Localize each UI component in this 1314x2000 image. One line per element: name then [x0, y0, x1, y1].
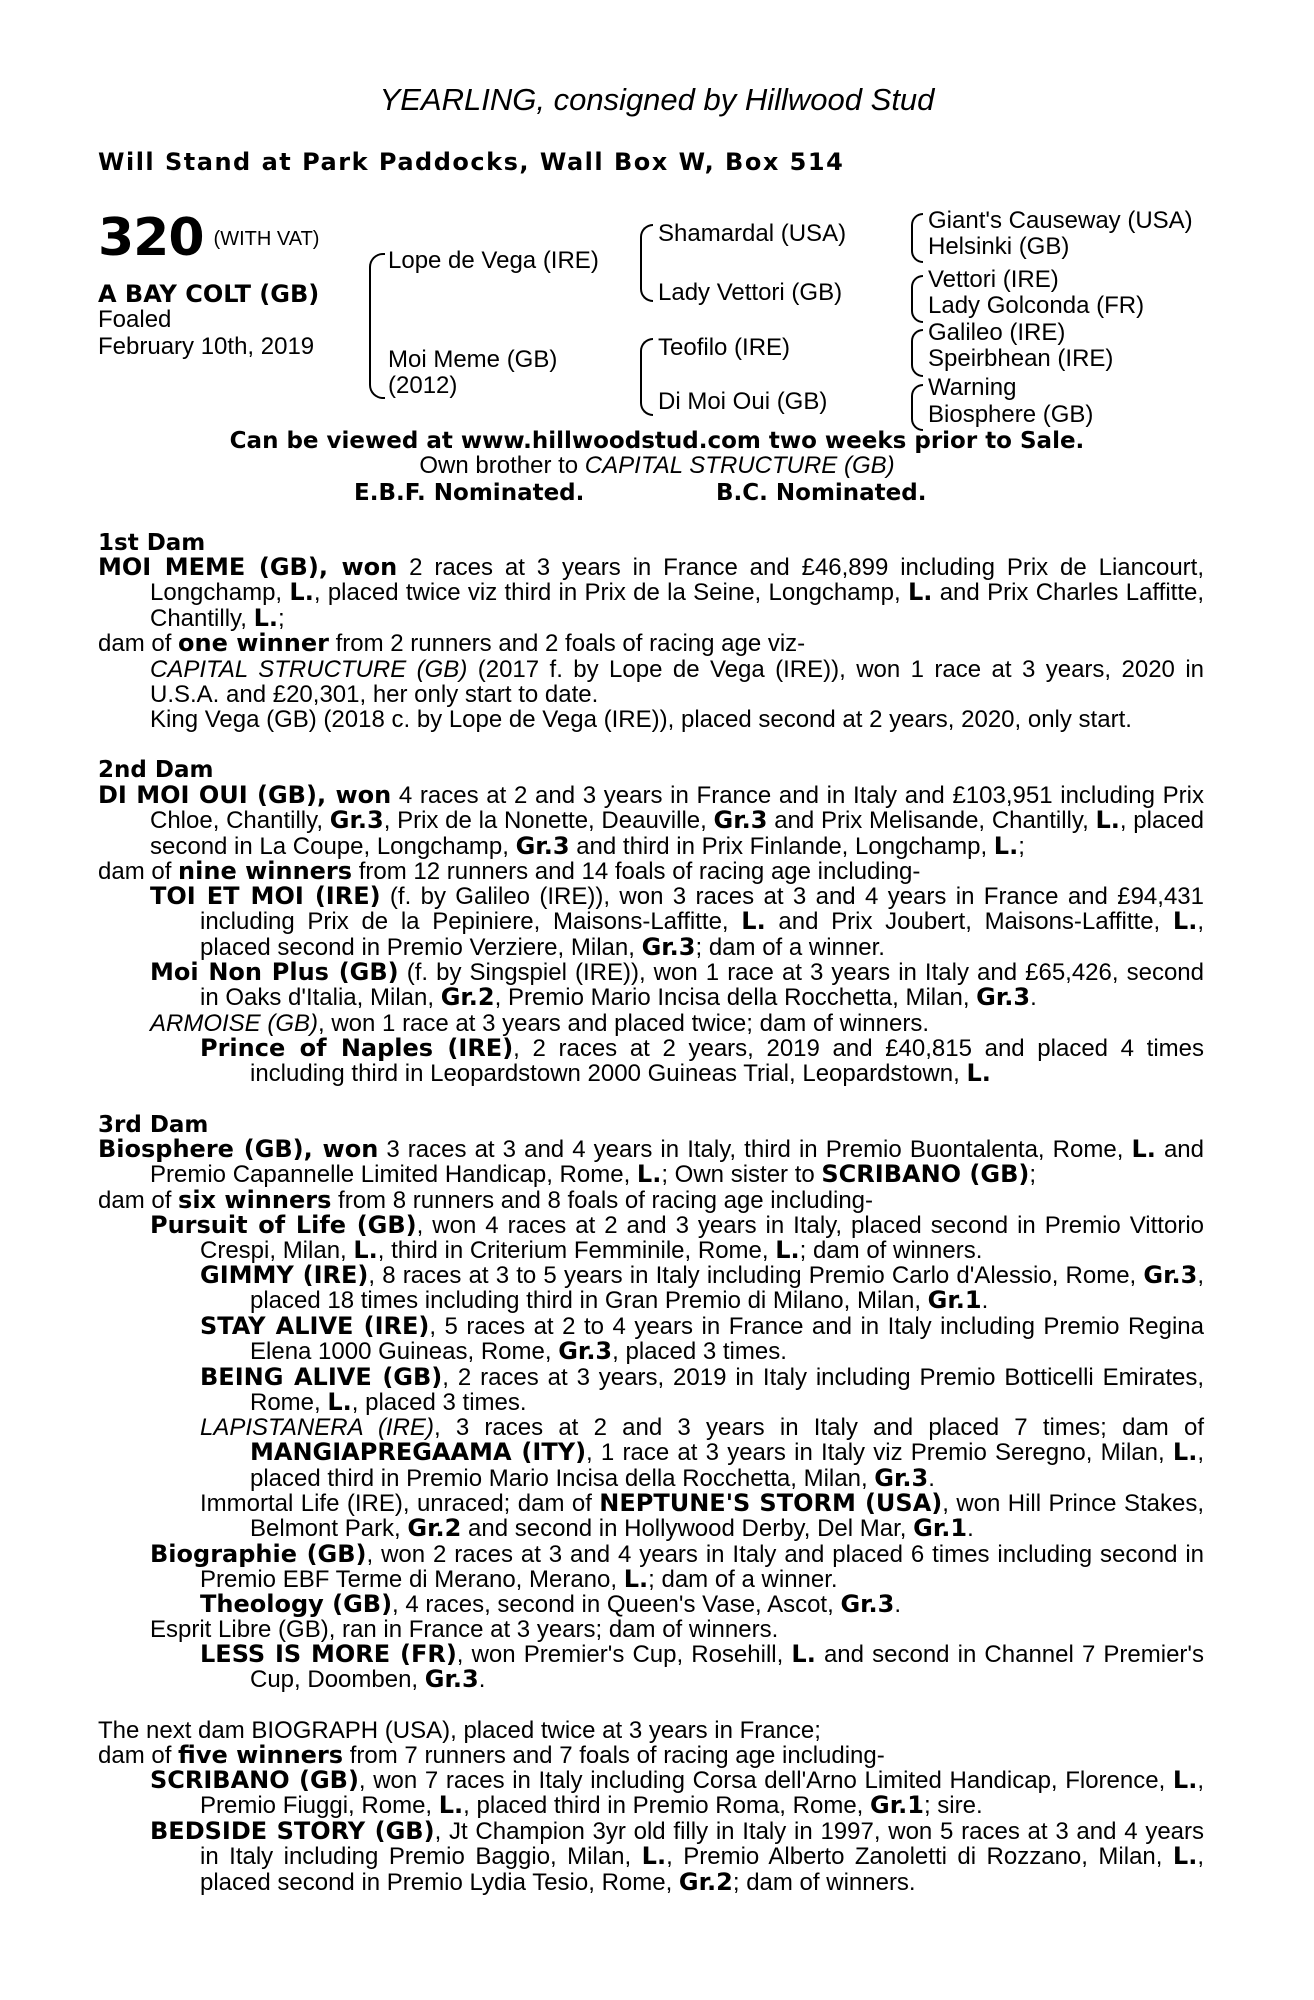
sire-sire-dam: Helsinki (GB)	[928, 233, 1070, 260]
third-dam-being-alive: BEING ALIVE (GB), 2 races at 3 years, 2019 in Italy including Premio Botticelli Emirates, Rome, L., placed 3 times.	[200, 1363, 1204, 1417]
dam: Moi Meme (GB)	[388, 346, 558, 373]
second-dam-produce-summary: dam of nine winners from 12 runners and 14 foals of racing age including-	[98, 857, 921, 885]
own-brother-name: CAPITAL STRUCTURE (GB)	[584, 452, 895, 479]
pedigree-bracket	[640, 224, 653, 302]
third-dam-theology: Theology (GB), 4 races, second in Queen's Vase, Ascot, Gr.3.	[200, 1590, 902, 1618]
pedigree-bracket	[640, 338, 653, 416]
ebf-nominated: E.B.F. Nominated.	[354, 480, 585, 506]
next-dam-produce-summary: dam of five winners from 7 runners and 7 foals of racing age including-	[98, 1741, 885, 1769]
second-dam-heading: 2nd Dam	[98, 757, 214, 783]
bc-nominated: B.C. Nominated.	[716, 480, 927, 506]
dam-year: (2012)	[388, 372, 458, 399]
second-dam-produce-toi-et-moi: TOI ET MOI (IRE) (f. by Galileo (IRE)), won 3 races at 3 and 4 years in France and £94,431 including Prix de la Pepiniere, Maisons-Laffitte, L. and Prix Joubert, Maisons-Laffitte, L., placed second in Premio Verziere, Milan, Gr.3; dam of a winner.	[150, 882, 1204, 961]
dam-sire: Teofilo (IRE)	[658, 334, 791, 361]
sire-dam-dam: Lady Golconda (FR)	[928, 292, 1145, 319]
pedigree-bracket	[911, 275, 923, 323]
second-dam-produce-moi-non-plus: Moi Non Plus (GB) (f. by Singspiel (IRE)), won 1 race at 3 years in Italy and £65,426, second in Oaks d'Italia, Milan, Gr.2, Premio Mario Incisa della Rocchetta, Milan, Gr.3.	[150, 958, 1204, 1012]
third-dam-record: Biosphere (GB), won 3 races at 3 and 4 years in Italy, third in Premio Buontalenta, Rome, L. and Premio Capannelle Limited Handicap, Rome, L.; Own sister to SCRIBANO (GB);	[98, 1135, 1205, 1189]
horse-name: A BAY COLT (GB)	[98, 280, 320, 308]
third-dam-heading: 3rd Dam	[98, 1112, 209, 1138]
sire: Lope de Vega (IRE)	[388, 247, 599, 274]
pedigree-bracket	[911, 384, 923, 431]
third-dam-produce-pursuit-of-life: Pursuit of Life (GB), won 4 races at 2 and 3 years in Italy, placed second in Premio Vittorio Crespi, Milan, L., third in Criterium Femminile, Rome, L.; dam of winners.	[150, 1211, 1204, 1265]
vat-label: (WITH VAT)	[213, 228, 320, 250]
dam-sire-sire: Galileo (IRE)	[928, 319, 1066, 346]
foaled-label: Foaled	[98, 306, 172, 333]
stable-location: Will Stand at Park Paddocks, Wall Box W, Box 514	[98, 148, 845, 176]
third-dam-immortal-life: Immortal Life (IRE), unraced; dam of NEPTUNE'S STORM (USA), won Hill Prince Stakes, Belmont Park, Gr.2 and second in Hollywood Derby, Del Mar, Gr.1.	[200, 1489, 1204, 1543]
viewing-note: Can be viewed at www.hillwoodstud.com two weeks prior to Sale.	[229, 428, 1085, 454]
dam-sire-dam: Speirbhean (IRE)	[928, 345, 1114, 372]
dam-dam-sire: Warning	[928, 374, 1017, 401]
pedigree-bracket	[911, 329, 923, 377]
first-dam-produce-summary: dam of one winner from 2 runners and 2 foals of racing age viz-	[98, 629, 806, 657]
third-dam-lapistanera: LAPISTANERA (IRE), 3 races at 2 and 3 years in Italy and placed 7 times; dam of MANGIAPREGAAMA (ITY), 1 race at 3 years in Italy viz Premio Seregno, Milan, L., placed third in Premio Mario Incisa della Rocchetta, Milan, Gr.3.	[200, 1414, 1204, 1492]
first-dam-heading: 1st Dam	[98, 530, 206, 556]
third-dam-produce-summary: dam of six winners from 8 runners and 8 foals of racing age including-	[98, 1186, 874, 1214]
foaled-date: February 10th, 2019	[98, 333, 315, 360]
pedigree-bracket	[911, 213, 923, 263]
pedigree-bracket	[369, 253, 385, 399]
dam-name: MOI MEME (GB)	[98, 553, 319, 581]
third-dam-produce-esprit-libre: Esprit Libre (GB), ran in France at 3 years; dam of winners.	[150, 1616, 779, 1643]
sire-dam-sire: Vettori (IRE)	[928, 266, 1059, 293]
dam-dam-dam: Biosphere (GB)	[928, 401, 1094, 428]
first-dam-produce-capital-structure: CAPITAL STRUCTURE (GB) (2017 f. by Lope de Vega (IRE)), won 1 race at 3 years, 2020 in U.S.A. and £20,301, her only start to date.	[150, 656, 1204, 709]
third-dam-less-is-more: LESS IS MORE (FR), won Premier's Cup, Rosehill, L. and second in Channel 7 Premier's Cup, Doomben, Gr.3.	[200, 1640, 1205, 1694]
first-dam-record: MOI MEME (GB), won 2 races at 3 years in France and £46,899 including Prix de Liancourt, Longchamp, L., placed twice viz third in Prix de la Seine, Longchamp, L. and Prix Charles Laffitte, Chantilly, L.;	[98, 553, 1205, 632]
second-dam-produce-armoise: ARMOISE (GB), won 1 race at 3 years and placed twice; dam of winners.	[150, 1010, 929, 1037]
next-dam-produce-bedside-story: BEDSIDE STORY (GB), Jt Champion 3yr old filly in Italy in 1997, won 5 races at 3 and 4 years in Italy including Premio Baggio, Milan, L., Premio Alberto Zanoletti di Rozzano, Milan, L., placed second in Premio Lydia Tesio, Rome, Gr.2; dam of winners.	[150, 1817, 1205, 1896]
third-dam-produce-biographie: Biographie (GB), won 2 races at 3 and 4 years in Italy and placed 6 times including second in Premio EBF Terme di Merano, Merano, L.; dam of a winner.	[150, 1540, 1204, 1594]
next-dam-record: The next dam BIOGRAPH (USA), placed twice at 3 years in France;	[98, 1717, 821, 1744]
own-brother-note	[0, 452, 1314, 480]
third-dam-gimmy: GIMMY (IRE), 8 races at 3 to 5 years in Italy including Premio Carlo d'Alessio, Rome, Gr.3, placed 18 times including third in Gran Premio di Milano, Milan, Gr.1.	[200, 1261, 1205, 1315]
lot-number-block	[98, 208, 319, 268]
lot-number: 320	[98, 208, 204, 268]
next-dam-produce-scribano: SCRIBANO (GB), won 7 races in Italy including Corsa dell'Arno Limited Handicap, Florence, L., Premio Fiuggi, Rome, L., placed third in Premio Roma, Rome, Gr.1; sire.	[150, 1766, 1204, 1820]
sire-sire-sire: Giant's Causeway (USA)	[928, 207, 1193, 234]
third-dam-stay-alive: STAY ALIVE (IRE), 5 races at 2 to 4 years in France and in Italy including Premio Regina Elena 1000 Guineas, Rome, Gr.3, placed 3 times.	[200, 1312, 1205, 1366]
sire-dam: Lady Vettori (GB)	[658, 279, 843, 306]
second-dam-produce-prince-of-naples: Prince of Naples (IRE), 2 races at 2 years, 2019 and £40,815 and placed 4 times including third in Leopardstown 2000 Guineas Trial, Leopardstown, L.	[200, 1034, 1204, 1088]
dam-dam: Di Moi Oui (GB)	[658, 388, 828, 415]
first-dam-produce-king-vega: King Vega (GB) (2018 c. by Lope de Vega (IRE)), placed second at 2 years, 2020, only start.	[150, 706, 1132, 733]
consignor-line: YEARLING, consigned by Hillwood Stud	[379, 82, 935, 117]
own-brother-prefix: Own brother to	[419, 452, 585, 479]
sire-sire: Shamardal (USA)	[658, 220, 847, 247]
second-dam-record: DI MOI OUI (GB), won 4 races at 2 and 3 years in France and in Italy and £103,951 including Prix Chloe, Chantilly, Gr.3, Prix de la Nonette, Deauville, Gr.3 and Prix Melisande, Chantilly, L., placed second in La Coupe, Longchamp, Gr.3 and third in Prix Finlande, Longchamp, L.;	[98, 781, 1205, 860]
